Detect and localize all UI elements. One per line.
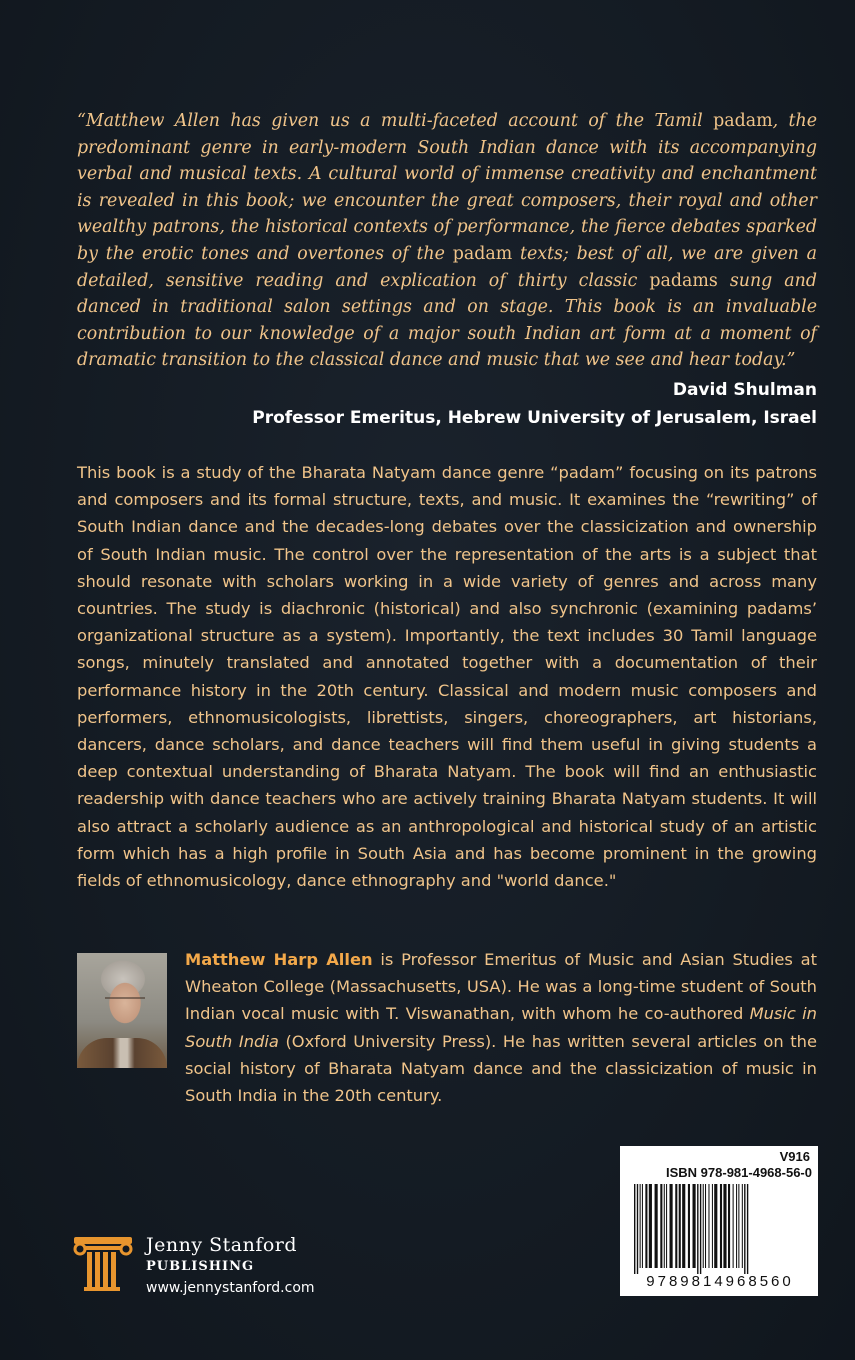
barcode-bar xyxy=(723,1184,726,1268)
quote-part-4: sung and danced in traditional salon settings and on stage. This book is an invaluable contribution to our knowledge of a major south Indian art form at a moment of dramatic transition to the classical dance and music that we see and hear today.” xyxy=(77,270,817,371)
quote-term-padam-2: padam xyxy=(452,243,513,264)
author-bio xyxy=(185,946,817,1109)
barcode-bar xyxy=(733,1184,734,1268)
endorser-name: David Shulman xyxy=(672,380,817,400)
barcode-bar xyxy=(742,1184,743,1268)
barcode-bar xyxy=(642,1184,643,1268)
barcode-bar xyxy=(675,1184,677,1268)
barcode-bar xyxy=(637,1184,638,1274)
barcode-bar xyxy=(744,1184,745,1274)
author-photo xyxy=(77,953,167,1068)
barcode-bar xyxy=(688,1184,690,1268)
endorser-affiliation: Professor Emeritus, Hebrew University of Jerusalem, Israel xyxy=(252,408,817,428)
barcode-bar xyxy=(664,1184,665,1268)
barcode-bar xyxy=(655,1184,658,1268)
barcode-bar xyxy=(747,1184,748,1274)
quote-term-padam-1: padam xyxy=(713,111,773,131)
isbn-text: ISBN 978-981-4968-56-0 xyxy=(666,1165,812,1180)
barcode-digits: 9789814968560 xyxy=(646,1273,794,1290)
barcode-bars xyxy=(630,1184,810,1274)
publisher-block xyxy=(72,1232,352,1302)
barcode-bar xyxy=(705,1184,706,1268)
barcode-bar xyxy=(645,1184,647,1268)
barcode-bar xyxy=(700,1184,701,1274)
barcode-bar xyxy=(634,1184,635,1274)
barcode-bar xyxy=(703,1184,704,1268)
pillar-logo-icon xyxy=(72,1235,134,1291)
barcode-bar xyxy=(693,1184,696,1268)
barcode-bar xyxy=(736,1184,737,1268)
author-bio-part-1: is Professor Emeritus of Music and Asian Studies at Wheaton College (Massachusetts, USA). He was a long-time student of South Indian vocal music with T. Viswanathan, with whom he co-authored xyxy=(185,950,817,1024)
barcode-bar xyxy=(640,1184,641,1268)
author-photo-jacket xyxy=(77,1038,167,1068)
quote-part-3: texts; best of all, we are given a detailed, sensitive reading and explication of thirty classic xyxy=(77,243,817,291)
quote-part-1: “Matthew Allen has given us a multi-faceted account of the Tamil xyxy=(77,111,714,131)
barcode-bar xyxy=(682,1184,685,1268)
barcode-bar xyxy=(708,1184,709,1268)
book-description: This book is a study of the Bharata Natyam dance genre “padam” focusing on its patrons and composers and its formal structure, texts, and music. It examines the “rewriting” of South Indian dance and the decades-long debates over the classicization and ownership of South Indian music. The control over the representation of the arts is a subject that should resonate with scholars working in a wide variety of genres and across many countries. The study is diachronic (historical) and also synchronic (examining padams’ organizational structure as a system). Importantly, the text includes 30 Tamil language songs, minutely translated and annotated together with a documentation of their performance history in the 20th century. Classical and modern music composers and performers, ethnomusicologists, librettists, singers, choreographers, art historians, dancers, dance scholars, and dance teachers will find them useful in giving students a deep contextual understanding of Bharata Natyam. The book will find an enthusiastic readership with dance teachers who are actively training Bharata Natyam students. It will also attract a scholarly audience as an anthropological and historical study of an artistic form which has a high profile in South Asia and has become prominent in the growing fields of ethnomusicology, dance ethnography and "world dance." xyxy=(77,463,817,891)
quote-part-2: , the predominant genre in early-modern South Indian dance with its accompanying verbal and musical texts. A cultural world of immense creativity and enchantment is revealed in this book; we encounter the great composers, their royal and other wealthy patrons, the historical contexts of performance, the fierce debates sparked by the erotic tones and overtones of the xyxy=(77,111,817,264)
barcode-bar xyxy=(670,1184,673,1268)
barcode-bar xyxy=(728,1184,730,1268)
author-bio-part-2: (Oxford University Press). He has written several articles on the social history of Bharata Natyam dance and the classicization of music in South India in the 20th century. xyxy=(185,1031,817,1106)
publisher-url[interactable]: www.jennystanford.com xyxy=(146,1280,315,1296)
publisher-subtitle: PUBLISHING xyxy=(146,1259,255,1274)
barcode-bar xyxy=(679,1184,681,1268)
barcode-bar xyxy=(738,1184,739,1268)
barcode-bar xyxy=(712,1184,713,1268)
barcode-bar xyxy=(660,1184,662,1268)
isbn-barcode xyxy=(620,1146,818,1296)
barcode-bar xyxy=(714,1184,717,1268)
author-photo-glasses xyxy=(105,997,145,1009)
barcode-bar xyxy=(649,1184,652,1268)
author-name: Matthew Harp Allen xyxy=(185,950,373,969)
barcode-bar xyxy=(666,1184,667,1268)
barcode-bar xyxy=(697,1184,698,1274)
quote-term-padams: padams xyxy=(649,270,718,291)
barcode-bar xyxy=(720,1184,722,1268)
publisher-name: Jenny Stanford xyxy=(146,1234,298,1256)
author-book-title: Music in South India xyxy=(185,1004,818,1051)
endorsement-quote xyxy=(77,108,817,374)
barcode-code: V916 xyxy=(779,1149,810,1164)
